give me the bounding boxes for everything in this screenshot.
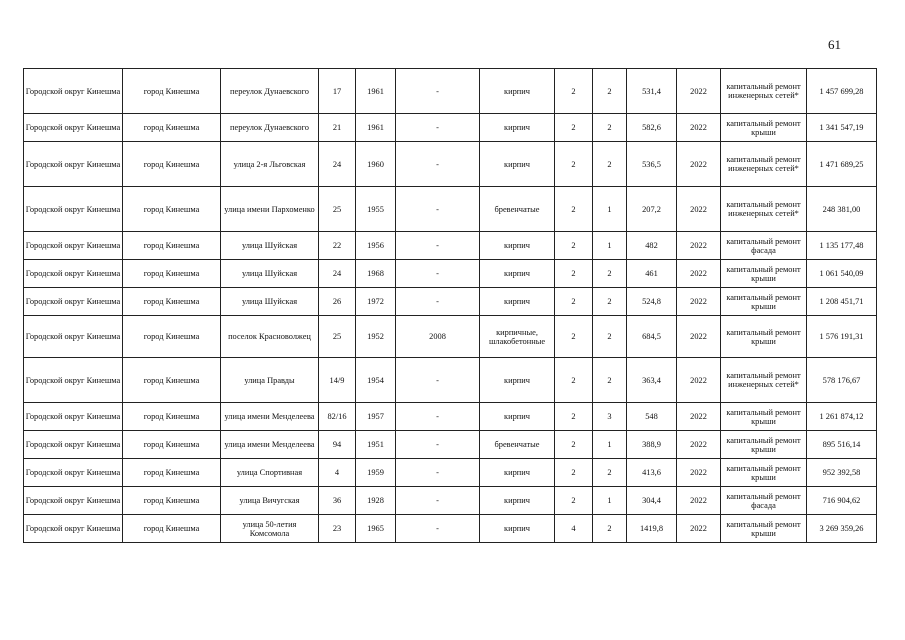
cell-entrances: 3 [593, 403, 627, 431]
cell-area: 1419,8 [627, 515, 677, 543]
cell-build-year: 1956 [356, 232, 396, 260]
cell-settlement: город Кинешма [123, 459, 221, 487]
cell-reconstruction-year: - [396, 114, 480, 142]
cell-entrances: 2 [593, 358, 627, 403]
cell-floors: 4 [555, 515, 593, 543]
cell-house-number: 25 [319, 316, 356, 358]
cell-entrances: 2 [593, 260, 627, 288]
cell-repair-year: 2022 [677, 403, 721, 431]
cell-entrances: 2 [593, 459, 627, 487]
cell-municipality: Городской округ Кинешма [24, 232, 123, 260]
table-row [24, 142, 877, 187]
cell-repair-type: капитальный ремонт фасада [721, 232, 807, 260]
cell-reconstruction-year: - [396, 187, 480, 232]
cell-reconstruction-year: - [396, 487, 480, 515]
cell-reconstruction-year: - [396, 232, 480, 260]
cell-wall-material: кирпич [480, 358, 555, 403]
cell-repair-year: 2022 [677, 358, 721, 403]
cell-build-year: 1961 [356, 114, 396, 142]
table-row [24, 459, 877, 487]
cell-reconstruction-year: - [396, 403, 480, 431]
cell-street: улица Спортивная [221, 459, 319, 487]
cell-cost: 248 381,00 [807, 187, 877, 232]
cell-entrances: 2 [593, 142, 627, 187]
cell-build-year: 1960 [356, 142, 396, 187]
cell-area: 531,4 [627, 69, 677, 114]
cell-area: 482 [627, 232, 677, 260]
cell-build-year: 1961 [356, 69, 396, 114]
cell-entrances: 1 [593, 187, 627, 232]
cell-build-year: 1968 [356, 260, 396, 288]
cell-street: улица 50-летия Комсомола [221, 515, 319, 543]
cell-reconstruction-year: 2008 [396, 316, 480, 358]
cell-build-year: 1972 [356, 288, 396, 316]
table-row [24, 431, 877, 459]
cell-wall-material: кирпич [480, 459, 555, 487]
cell-municipality: Городской округ Кинешма [24, 114, 123, 142]
cell-floors: 2 [555, 114, 593, 142]
cell-municipality: Городской округ Кинешма [24, 431, 123, 459]
cell-municipality: Городской округ Кинешма [24, 358, 123, 403]
cell-area: 461 [627, 260, 677, 288]
cell-municipality: Городской округ Кинешма [24, 260, 123, 288]
cell-build-year: 1954 [356, 358, 396, 403]
cell-settlement: город Кинешма [123, 69, 221, 114]
cell-cost: 1 061 540,09 [807, 260, 877, 288]
cell-cost: 1 457 699,28 [807, 69, 877, 114]
cell-floors: 2 [555, 459, 593, 487]
cell-municipality: Городской округ Кинешма [24, 142, 123, 187]
cell-cost: 1 208 451,71 [807, 288, 877, 316]
cell-area: 304,4 [627, 487, 677, 515]
cell-repair-type: капитальный ремонт крыши [721, 114, 807, 142]
cell-house-number: 25 [319, 187, 356, 232]
cell-cost: 1 576 191,31 [807, 316, 877, 358]
cell-municipality: Городской округ Кинешма [24, 459, 123, 487]
cell-repair-year: 2022 [677, 142, 721, 187]
table-row [24, 288, 877, 316]
cell-settlement: город Кинешма [123, 316, 221, 358]
cell-repair-year: 2022 [677, 431, 721, 459]
cell-entrances: 2 [593, 288, 627, 316]
cell-area: 684,5 [627, 316, 677, 358]
cell-repair-type: капитальный ремонт инженерных сетей* [721, 142, 807, 187]
table-row [24, 316, 877, 358]
cell-repair-type: капитальный ремонт крыши [721, 260, 807, 288]
cell-settlement: город Кинешма [123, 358, 221, 403]
cell-house-number: 24 [319, 142, 356, 187]
cell-repair-year: 2022 [677, 260, 721, 288]
cell-settlement: город Кинешма [123, 403, 221, 431]
cell-street: улица Правды [221, 358, 319, 403]
cell-area: 524,8 [627, 288, 677, 316]
cell-municipality: Городской округ Кинешма [24, 515, 123, 543]
cell-floors: 2 [555, 431, 593, 459]
cell-settlement: город Кинешма [123, 288, 221, 316]
cell-cost: 1 471 689,25 [807, 142, 877, 187]
cell-street: поселок Красноволжец [221, 316, 319, 358]
cell-settlement: город Кинешма [123, 232, 221, 260]
cell-street: улица Вичугская [221, 487, 319, 515]
table-row [24, 69, 877, 114]
cell-repair-year: 2022 [677, 459, 721, 487]
cell-cost: 716 904,62 [807, 487, 877, 515]
cell-municipality: Городской округ Кинешма [24, 187, 123, 232]
cell-build-year: 1955 [356, 187, 396, 232]
cell-repair-year: 2022 [677, 515, 721, 543]
cell-house-number: 26 [319, 288, 356, 316]
cell-house-number: 23 [319, 515, 356, 543]
cell-settlement: город Кинешма [123, 515, 221, 543]
cell-repair-year: 2022 [677, 487, 721, 515]
cell-floors: 2 [555, 232, 593, 260]
cell-cost: 1 135 177,48 [807, 232, 877, 260]
cell-house-number: 22 [319, 232, 356, 260]
cell-repair-year: 2022 [677, 288, 721, 316]
cell-area: 413,6 [627, 459, 677, 487]
table-row [24, 187, 877, 232]
cell-floors: 2 [555, 358, 593, 403]
cell-street: улица имени Пархоменко [221, 187, 319, 232]
cell-reconstruction-year: - [396, 431, 480, 459]
cell-repair-type: капитальный ремонт инженерных сетей* [721, 358, 807, 403]
table-row [24, 403, 877, 431]
cell-reconstruction-year: - [396, 459, 480, 487]
cell-street: улица Шуйская [221, 288, 319, 316]
cell-municipality: Городской округ Кинешма [24, 403, 123, 431]
cell-street: улица имени Менделеева [221, 403, 319, 431]
cell-area: 582,6 [627, 114, 677, 142]
cell-reconstruction-year: - [396, 515, 480, 543]
cell-floors: 2 [555, 316, 593, 358]
cell-reconstruction-year: - [396, 142, 480, 187]
cell-build-year: 1959 [356, 459, 396, 487]
cell-municipality: Городской округ Кинешма [24, 487, 123, 515]
cell-wall-material: кирпичные, шлакобетонные [480, 316, 555, 358]
cell-street: улица имени Менделеева [221, 431, 319, 459]
cell-area: 548 [627, 403, 677, 431]
cell-wall-material: кирпич [480, 260, 555, 288]
cell-municipality: Городской округ Кинешма [24, 316, 123, 358]
table-row [24, 487, 877, 515]
cell-house-number: 4 [319, 459, 356, 487]
cell-repair-year: 2022 [677, 114, 721, 142]
cell-wall-material: кирпич [480, 142, 555, 187]
cell-house-number: 24 [319, 260, 356, 288]
cell-entrances: 1 [593, 431, 627, 459]
cell-street: улица Шуйская [221, 232, 319, 260]
cell-house-number: 36 [319, 487, 356, 515]
cell-street: улица Шуйская [221, 260, 319, 288]
cell-wall-material: кирпич [480, 114, 555, 142]
table-row [24, 232, 877, 260]
cell-wall-material: кирпич [480, 69, 555, 114]
cell-repair-type: капитальный ремонт инженерных сетей* [721, 69, 807, 114]
cell-settlement: город Кинешма [123, 142, 221, 187]
cell-floors: 2 [555, 487, 593, 515]
cell-wall-material: кирпич [480, 288, 555, 316]
cell-cost: 952 392,58 [807, 459, 877, 487]
table-row [24, 114, 877, 142]
cell-reconstruction-year: - [396, 69, 480, 114]
cell-area: 363,4 [627, 358, 677, 403]
cell-cost: 1 341 547,19 [807, 114, 877, 142]
cell-entrances: 2 [593, 316, 627, 358]
cell-cost: 1 261 874,12 [807, 403, 877, 431]
cell-floors: 2 [555, 142, 593, 187]
cell-area: 207,2 [627, 187, 677, 232]
cell-wall-material: кирпич [480, 403, 555, 431]
cell-house-number: 94 [319, 431, 356, 459]
cell-street: переулок Дунаевского [221, 69, 319, 114]
cell-repair-type: капитальный ремонт крыши [721, 431, 807, 459]
cell-settlement: город Кинешма [123, 260, 221, 288]
cell-house-number: 21 [319, 114, 356, 142]
cell-build-year: 1928 [356, 487, 396, 515]
cell-cost: 578 176,67 [807, 358, 877, 403]
cell-floors: 2 [555, 69, 593, 114]
cell-floors: 2 [555, 288, 593, 316]
cell-repair-type: капитальный ремонт крыши [721, 316, 807, 358]
table-row [24, 358, 877, 403]
cell-build-year: 1957 [356, 403, 396, 431]
cell-reconstruction-year: - [396, 288, 480, 316]
cell-repair-type: капитальный ремонт крыши [721, 515, 807, 543]
housing-repair-table [23, 68, 877, 543]
cell-entrances: 2 [593, 515, 627, 543]
cell-repair-type: капитальный ремонт крыши [721, 459, 807, 487]
cell-area: 536,5 [627, 142, 677, 187]
cell-repair-year: 2022 [677, 187, 721, 232]
cell-wall-material: кирпич [480, 515, 555, 543]
cell-floors: 2 [555, 187, 593, 232]
cell-cost: 3 269 359,26 [807, 515, 877, 543]
cell-build-year: 1965 [356, 515, 396, 543]
cell-repair-type: капитальный ремонт инженерных сетей* [721, 187, 807, 232]
cell-entrances: 2 [593, 114, 627, 142]
cell-house-number: 14/9 [319, 358, 356, 403]
cell-repair-year: 2022 [677, 69, 721, 114]
cell-wall-material: кирпич [480, 232, 555, 260]
cell-entrances: 1 [593, 487, 627, 515]
cell-repair-year: 2022 [677, 316, 721, 358]
cell-settlement: город Кинешма [123, 187, 221, 232]
cell-reconstruction-year: - [396, 358, 480, 403]
cell-municipality: Городской округ Кинешма [24, 69, 123, 114]
cell-repair-type: капитальный ремонт крыши [721, 288, 807, 316]
cell-repair-year: 2022 [677, 232, 721, 260]
cell-area: 388,9 [627, 431, 677, 459]
cell-street: улица 2-я Льговская [221, 142, 319, 187]
cell-entrances: 2 [593, 69, 627, 114]
cell-settlement: город Кинешма [123, 487, 221, 515]
cell-street: переулок Дунаевского [221, 114, 319, 142]
cell-municipality: Городской округ Кинешма [24, 288, 123, 316]
cell-wall-material: бревенчатые [480, 187, 555, 232]
cell-settlement: город Кинешма [123, 114, 221, 142]
cell-house-number: 17 [319, 69, 356, 114]
page-number: 61 [828, 37, 841, 52]
cell-floors: 2 [555, 260, 593, 288]
cell-wall-material: кирпич [480, 487, 555, 515]
cell-cost: 895 516,14 [807, 431, 877, 459]
cell-entrances: 1 [593, 232, 627, 260]
table-row [24, 515, 877, 543]
cell-wall-material: бревенчатые [480, 431, 555, 459]
cell-build-year: 1952 [356, 316, 396, 358]
cell-house-number: 82/16 [319, 403, 356, 431]
cell-reconstruction-year: - [396, 260, 480, 288]
table-row [24, 260, 877, 288]
cell-build-year: 1951 [356, 431, 396, 459]
cell-repair-type: капитальный ремонт крыши [721, 403, 807, 431]
cell-repair-type: капитальный ремонт фасада [721, 487, 807, 515]
cell-floors: 2 [555, 403, 593, 431]
cell-settlement: город Кинешма [123, 431, 221, 459]
